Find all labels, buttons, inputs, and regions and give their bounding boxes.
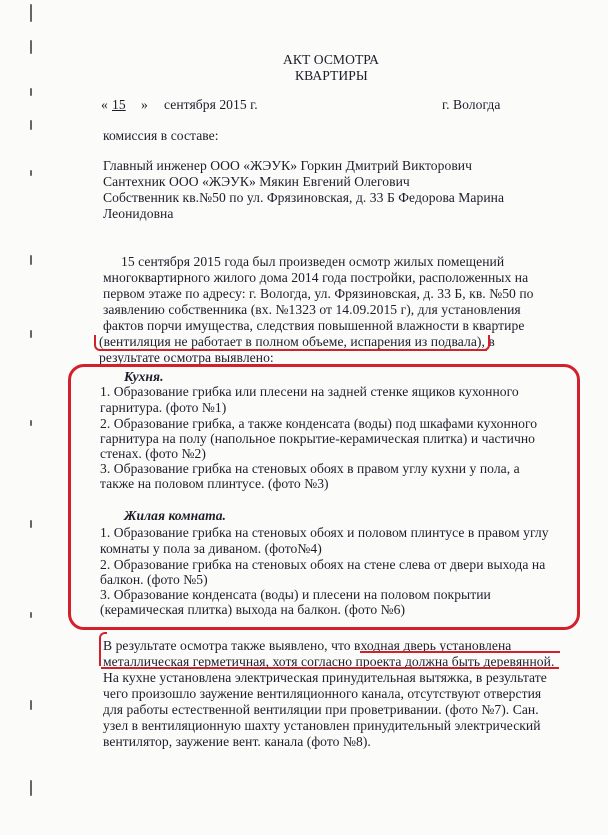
commission-intro: комиссия в составе: (103, 128, 219, 143)
punch-mark (30, 780, 32, 796)
punch-mark (30, 700, 32, 710)
conclusion-line: На кухне установлена электрическая принудительная вытяжка, в результате (103, 670, 547, 685)
conclusion-line: узел в вентиляционную шахту установлен принудительный электрический (103, 718, 541, 733)
body-line: фактов порчи имущества, следствия повышенной влажности в квартире (103, 318, 525, 333)
conclusion-line: для работы естественной вентиляции при проветривании. (фото №7). Сан. (103, 702, 539, 717)
punch-mark (30, 520, 32, 528)
living-room-line: балкон. (фото №5) (100, 572, 208, 587)
living-room-line: (керамическая плитка) выхода на балкон. (фото №6) (100, 602, 406, 617)
binder-punch-marks (24, 0, 36, 835)
highlight-underline (360, 651, 560, 653)
commission-member: Собственник кв.№50 по ул. Фрязиновская, д. 33 Б Федорова Марина (103, 190, 505, 205)
living-room-line: комнаты у пола за диваном. (фото№4) (100, 541, 322, 556)
punch-mark (30, 255, 32, 265)
kitchen-line: стенах. (фото №2) (100, 446, 206, 461)
punch-mark (30, 4, 32, 22)
conclusion-line: вентилятор, заужение вент. канала (фото №8). (103, 734, 371, 749)
commission-member: Леонидовна (103, 206, 174, 221)
punch-mark (30, 170, 32, 176)
punch-mark (30, 40, 32, 54)
kitchen-line: гарнитура на полу (напольное покрытие-керамическая плитка) и частично (100, 431, 536, 446)
document-title: АКТ ОСМОТРА (283, 52, 380, 67)
date-month-year: сентября 2015 г. (164, 97, 258, 112)
highlight-bracket-right (482, 335, 490, 351)
body-line: многоквартирного жилого дома 2014 года постройки, расположенных на (103, 270, 529, 285)
body-line: 15 сентября 2015 года был произведен осмотр жилых помещений (121, 254, 505, 269)
body-line-highlighted: (вентиляция не работает в полном объеме, испарения из подвала), в (99, 334, 495, 349)
punch-mark (30, 88, 32, 96)
kitchen-line: 1. Образование грибка или плесени на задней стенке ящиков кухонного (100, 384, 519, 399)
conclusion-line: В результате осмотра также выявлено, что входная дверь установлена (103, 638, 512, 653)
punch-mark (30, 420, 32, 426)
highlight-bracket-left (99, 632, 107, 666)
kitchen-line: также на половом плинтусе. (фото №3) (100, 476, 329, 491)
body-line: результате осмотра выявлено: (99, 350, 274, 365)
date-day: 15 (112, 97, 126, 112)
body-line: первом этаже по адресу: г. Вологда, ул. Фрязиновская, д. 33 Б, кв. №50 по (103, 286, 534, 301)
body-line: заявлению собственника (вх. №1323 от 14.09.2015 г), для установления (103, 302, 521, 317)
commission-member: Главный инженер ООО «ЖЭУК» Горкин Дмитрий Викторович (103, 158, 472, 173)
living-room-line: 1. Образование грибка на стеновых обоях и половом плинтусе в правом углу (100, 525, 549, 540)
living-room-line: 3. Образование конденсата (воды) и плесени на половом покрытии (100, 587, 491, 602)
kitchen-line: 2. Образование грибка, а также конденсата (воды) под шкафами кухонного (100, 416, 538, 431)
conclusion-line: чего произошло заужение вентиляционного канала, отсутствуют отверстия (103, 686, 542, 701)
punch-mark (30, 120, 32, 130)
document-title-line2: КВАРТИРЫ (295, 68, 368, 83)
kitchen-heading: Кухня. (124, 369, 164, 384)
kitchen-line: 3. Образование грибка на стеновых обоях в правом углу кухни у пола, а (100, 461, 520, 476)
city: г. Вологда (442, 97, 501, 112)
punch-mark (30, 330, 32, 338)
punch-mark (30, 612, 32, 618)
conclusion-line-highlighted: металлическая герметичная, хотя согласно проекта должна быть деревянной. (103, 654, 555, 669)
date-close-quote: » (141, 97, 148, 112)
living-room-heading: Жилая комната. (124, 508, 226, 523)
date-open-quote: « (101, 97, 108, 112)
highlight-underline (101, 667, 559, 669)
living-room-line: 2. Образование грибка на стеновых обоях на стене слева от двери выхода на (100, 557, 546, 572)
commission-member: Сантехник ООО «ЖЭУК» Мякин Евгений Олегович (103, 174, 410, 189)
highlight-underline (99, 349, 487, 351)
kitchen-line: гарнитура. (фото №1) (100, 400, 227, 415)
